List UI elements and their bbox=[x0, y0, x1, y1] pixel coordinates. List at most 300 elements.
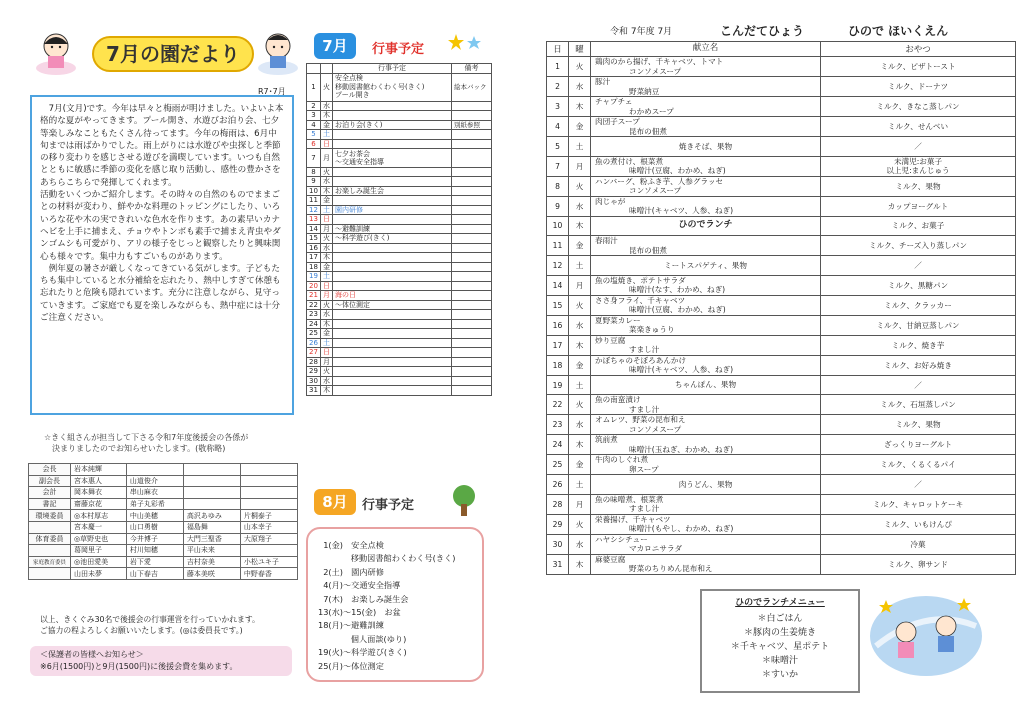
calendar-weekday: 日 bbox=[321, 215, 333, 225]
hikoboshi-doll-icon bbox=[256, 28, 300, 76]
committee-member: 弟子丸彩希 bbox=[126, 498, 183, 510]
menu-row bbox=[547, 117, 1016, 137]
menu-title: こんだてひょう bbox=[720, 24, 805, 38]
menu-row bbox=[547, 415, 1016, 435]
committee-after-text: 以上、きくぐみ30名で後援会の行事運営を行っていかれます。 ご協力の程よろしくお願いいたします。(◎は委員長です。) bbox=[40, 615, 260, 635]
july-events-table bbox=[306, 63, 492, 396]
calendar-day: 29 bbox=[307, 367, 321, 377]
calendar-note bbox=[452, 177, 492, 187]
calendar-day: 22 bbox=[307, 300, 321, 310]
calendar-note bbox=[452, 386, 492, 396]
calendar-row bbox=[307, 215, 492, 225]
pta-notice-text: ※6月(1500円)と9月(1500円)に後援会費を集めます。 bbox=[40, 662, 238, 671]
menu-dish bbox=[591, 554, 821, 574]
menu-row bbox=[547, 57, 1016, 77]
menu-snack: ミルク、せんべい bbox=[821, 117, 1016, 137]
menu-weekday: 水 bbox=[569, 196, 591, 216]
menu-snack: ミルク、くるくるパイ bbox=[821, 455, 1016, 475]
calendar-event bbox=[333, 101, 452, 111]
committee-row bbox=[29, 568, 298, 580]
committee-member: 山田未夢 bbox=[71, 568, 127, 580]
menu-dish bbox=[591, 236, 821, 256]
lunch-item: ＊すいか bbox=[761, 670, 798, 680]
calendar-event bbox=[333, 111, 452, 121]
committee-member bbox=[240, 464, 297, 476]
menu-school: ひので ほいくえん bbox=[848, 24, 949, 38]
calendar-note bbox=[452, 357, 492, 367]
committee-member bbox=[126, 464, 183, 476]
menu-weekday: 火 bbox=[569, 395, 591, 415]
menu-dish-side: すまし汁 bbox=[629, 504, 660, 514]
menu-table bbox=[546, 41, 1016, 575]
committee-member: 吉村奈美 bbox=[183, 556, 240, 568]
menu-row bbox=[547, 315, 1016, 335]
menu-dish-main: チャプチェ bbox=[595, 97, 633, 106]
august-event-item: 個人面談(ゆり) bbox=[318, 633, 407, 644]
menu-day: 7 bbox=[547, 156, 569, 176]
calendar-note bbox=[452, 367, 492, 377]
calendar-day: 21 bbox=[307, 291, 321, 301]
calendar-weekday: 金 bbox=[321, 120, 333, 130]
calendar-row bbox=[307, 186, 492, 196]
menu-dish-side: すまし汁 bbox=[629, 404, 660, 414]
committee-row bbox=[29, 510, 298, 522]
calendar-row bbox=[307, 73, 492, 101]
committee-table bbox=[28, 463, 298, 580]
menu-era: 令和 7年度 7月 bbox=[610, 27, 673, 37]
menu-weekday: 金 bbox=[569, 355, 591, 375]
calendar-weekday: 水 bbox=[321, 177, 333, 187]
calendar-day: 4 bbox=[307, 120, 321, 130]
calendar-row bbox=[307, 120, 492, 130]
menu-weekday: 水 bbox=[569, 415, 591, 435]
calendar-event bbox=[333, 215, 452, 225]
menu-day: 18 bbox=[547, 355, 569, 375]
calendar-weekday: 月 bbox=[321, 357, 333, 367]
calendar-day: 10 bbox=[307, 186, 321, 196]
calendar-day: 31 bbox=[307, 386, 321, 396]
menu-dish bbox=[591, 275, 821, 295]
committee-row bbox=[29, 498, 298, 510]
menu-dish bbox=[591, 395, 821, 415]
menu-row bbox=[547, 275, 1016, 295]
menu-dish-main: 魚の南蛮漬け bbox=[595, 395, 641, 405]
menu-snack: 冷菓 bbox=[821, 534, 1016, 554]
calendar-weekday: 土 bbox=[321, 205, 333, 215]
menu-dish bbox=[591, 176, 821, 196]
menu-dish-side: 味噌汁(もやし、わかめ、ねぎ) bbox=[629, 524, 734, 534]
lunch-item: ＊千キャベツ、星ポテト bbox=[730, 642, 830, 652]
calendar-note bbox=[452, 215, 492, 225]
menu-header-day: 日 bbox=[547, 42, 569, 57]
menu-snack: 未満児:お菓子 以上児:まんじゅう bbox=[821, 156, 1016, 176]
menu-row bbox=[547, 375, 1016, 395]
menu-dish-main: ハンバーグ、粉ふき芋、人参グラッセ bbox=[595, 176, 724, 186]
calendar-event bbox=[333, 319, 452, 329]
calendar-day: 18 bbox=[307, 262, 321, 272]
calendar-note bbox=[452, 205, 492, 215]
menu-day: 30 bbox=[547, 534, 569, 554]
august-event-item: 4(月)～交通安全指導 bbox=[318, 580, 401, 591]
calendar-day: 14 bbox=[307, 224, 321, 234]
committee-member bbox=[240, 498, 297, 510]
calendar-weekday: 木 bbox=[321, 253, 333, 263]
calendar-weekday: 木 bbox=[321, 386, 333, 396]
calendar-event bbox=[333, 272, 452, 282]
menu-weekday: 木 bbox=[569, 435, 591, 455]
calendar-note bbox=[452, 224, 492, 234]
tree-icon bbox=[450, 484, 478, 518]
calendar-row bbox=[307, 111, 492, 121]
menu-dish bbox=[591, 117, 821, 137]
menu-dish: 肉うどん、果物 bbox=[591, 475, 821, 495]
menu-snack: ミルク、チーズ入り蒸しパン bbox=[821, 236, 1016, 256]
menu-dish-main: ささ身フライ、千キャベツ bbox=[595, 295, 686, 305]
menu-snack: ／ bbox=[821, 256, 1016, 276]
menu-weekday: 水 bbox=[569, 77, 591, 97]
menu-dish-main: 春雨汁 bbox=[595, 236, 618, 246]
menu-weekday: 木 bbox=[569, 216, 591, 236]
calendar-row bbox=[307, 376, 492, 386]
menu-day: 2 bbox=[547, 77, 569, 97]
menu-day: 22 bbox=[547, 395, 569, 415]
calendar-row bbox=[307, 348, 492, 358]
menu-weekday: 火 bbox=[569, 176, 591, 196]
menu-dish bbox=[591, 494, 821, 514]
menu-snack: ミルク、キャロットケーキ bbox=[821, 494, 1016, 514]
menu-weekday: 土 bbox=[569, 137, 591, 157]
committee-member: 大門三聖香 bbox=[183, 533, 240, 545]
menu-dish-main: 牛肉のしぐれ煮 bbox=[595, 455, 649, 465]
menu-snack: ／ bbox=[821, 375, 1016, 395]
calendar-event: ～科学遊び(きく) bbox=[333, 234, 452, 244]
menu-row bbox=[547, 494, 1016, 514]
committee-member: 大原翔子 bbox=[240, 533, 297, 545]
calendar-event: ～避難訓練 bbox=[333, 224, 452, 234]
calendar-event bbox=[333, 386, 452, 396]
menu-dish-side: マカロニサラダ bbox=[629, 544, 683, 554]
menu-row bbox=[547, 534, 1016, 554]
menu-dish-main: かぼちゃのそぼろあんかけ bbox=[595, 355, 687, 365]
calendar-weekday: 火 bbox=[321, 300, 333, 310]
committee-member: 岡本舞衣 bbox=[71, 487, 127, 499]
committee-member: 今井博子 bbox=[126, 533, 183, 545]
calendar-row bbox=[307, 205, 492, 215]
intro-text-box bbox=[30, 95, 294, 415]
calendar-event: 七夕お茶会 ～交通安全指導 bbox=[333, 149, 452, 168]
menu-weekday: 月 bbox=[569, 275, 591, 295]
calendar-note bbox=[452, 139, 492, 149]
menu-dish bbox=[591, 415, 821, 435]
menu-dish bbox=[591, 435, 821, 455]
menu-row bbox=[547, 216, 1016, 236]
menu-day: 3 bbox=[547, 97, 569, 117]
calendar-note bbox=[452, 234, 492, 244]
committee-member bbox=[183, 498, 240, 510]
menu-row bbox=[547, 77, 1016, 97]
committee-role: 環境委員 bbox=[29, 510, 71, 522]
menu-dish-main: 肉団子スープ bbox=[595, 117, 640, 126]
menu-dish bbox=[591, 57, 821, 77]
menu-row bbox=[547, 435, 1016, 455]
menu-day: 23 bbox=[547, 415, 569, 435]
calendar-event bbox=[333, 329, 452, 339]
lunch-title: ひのでランチメニュー bbox=[735, 598, 825, 608]
committee-member: 山道俊介 bbox=[126, 475, 183, 487]
calendar-row bbox=[307, 262, 492, 272]
calendar-note bbox=[452, 186, 492, 196]
calendar-note bbox=[452, 348, 492, 358]
calendar-weekday: 月 bbox=[321, 224, 333, 234]
committee-member: 中野春香 bbox=[240, 568, 297, 580]
calendar-weekday: 水 bbox=[321, 101, 333, 111]
menu-dish-main: 鶏肉のから揚げ、千キャベツ、トマト bbox=[595, 57, 724, 66]
committee-row bbox=[29, 556, 298, 568]
calendar-note bbox=[452, 329, 492, 339]
calendar-event bbox=[333, 253, 452, 263]
menu-snack: ／ bbox=[821, 475, 1016, 495]
committee-member: 高沢あゆみ bbox=[183, 510, 240, 522]
menu-row bbox=[547, 97, 1016, 117]
committee-member bbox=[240, 487, 297, 499]
calendar-row bbox=[307, 177, 492, 187]
menu-dish-side: すまし汁 bbox=[629, 345, 660, 355]
calendar-weekday: 水 bbox=[321, 376, 333, 386]
committee-member: 藤本美咲 bbox=[183, 568, 240, 580]
menu-snack: ミルク、石垣蒸しパン bbox=[821, 395, 1016, 415]
menu-dish-side: 菜楽きゅうり bbox=[629, 325, 675, 335]
calendar-row bbox=[307, 224, 492, 234]
menu-snack: ／ bbox=[821, 137, 1016, 157]
menu-dish-side: 味噌汁(キャベツ、人参、ねぎ) bbox=[629, 206, 734, 216]
august-event-item: 1(金) 安全点検 bbox=[318, 540, 384, 550]
menu-snack: ミルク、甘納豆蒸しパン bbox=[821, 315, 1016, 335]
august-event-item: 7(木) お楽しみ誕生会 bbox=[318, 593, 409, 604]
calendar-weekday: 火 bbox=[321, 367, 333, 377]
menu-dish bbox=[591, 335, 821, 355]
committee-member: 小松ユキ子 bbox=[240, 556, 297, 568]
august-events-box bbox=[306, 527, 484, 682]
calendar-row bbox=[307, 253, 492, 263]
menu-row bbox=[547, 176, 1016, 196]
menu-row bbox=[547, 514, 1016, 534]
menu-dish bbox=[591, 77, 821, 97]
calendar-row bbox=[307, 101, 492, 111]
calendar-weekday: 日 bbox=[321, 348, 333, 358]
menu-snack: ミルク、果物 bbox=[821, 176, 1016, 196]
calendar-weekday: 水 bbox=[321, 243, 333, 253]
menu-dish bbox=[591, 295, 821, 315]
calendar-row bbox=[307, 130, 492, 140]
menu-day: 31 bbox=[547, 554, 569, 574]
menu-dish: ちゃんぽん、果物 bbox=[591, 375, 821, 395]
august-event-item: 25(月)～体位測定 bbox=[318, 660, 384, 671]
calendar-day: 12 bbox=[307, 205, 321, 215]
august-month-badge: 8月 bbox=[314, 489, 356, 515]
calendar-weekday: 日 bbox=[321, 281, 333, 291]
menu-row bbox=[547, 475, 1016, 495]
menu-row bbox=[547, 554, 1016, 574]
committee-member: ◎池田愛美 bbox=[71, 556, 127, 568]
calendar-weekday: 水 bbox=[321, 310, 333, 320]
menu-weekday: 火 bbox=[569, 295, 591, 315]
menu-dish: 焼きそば、果物 bbox=[591, 137, 821, 157]
committee-member bbox=[183, 487, 240, 499]
calendar-day: 26 bbox=[307, 338, 321, 348]
menu-day: 26 bbox=[547, 475, 569, 495]
menu-day: 17 bbox=[547, 335, 569, 355]
menu-dish bbox=[591, 315, 821, 335]
menu-weekday: 土 bbox=[569, 375, 591, 395]
calendar-row bbox=[307, 338, 492, 348]
hinode-lunch-box bbox=[700, 589, 860, 693]
menu-snack: ミルク、きなこ蒸しパン bbox=[821, 97, 1016, 117]
calendar-day: 19 bbox=[307, 272, 321, 282]
intro-text: 7月(文月)です。今年は早々と梅雨が明けました。いよいよ本格的な夏がやってきます。プール開き、水遊びお泊り会、七夕等楽しみなこともたくさん待ってます。今年の梅雨は、6月中旬までは雨ばかりでした。雨上がりには水遊びや虫探しと季節の移り変わりを感じさせる遊びを満喫しています。いつも自然とともに敏感に季節の変化を感じ取り活動し、感性の豊かさをあちらこちらで発揮してくれます。 活動をいくつかご紹介します。その時々の自然のものでままごとの材料が変わり、鮮やかな料理のトッピングにしたり、いろいろな花や木の実できれいな色水を作ります。あの素早いカナヘビを上手に捕まえ、チョウやトンボも素手で捕まえ青虫やダンゴムシも可愛がり、アリの様子をじっと観察したりと興味関心も様々です。集中力もすごいものがあります。 例年夏の暑さが厳しくなってきている気がします。子どもたちも集中していると水分補給を忘れたり、熱中しすぎて休憩も忘れたりと危険も隠れています。充分に注意しながら、見守っていきます。ご家庭でも夏を楽しみながらも、熱中症には十分ご注意ください。 bbox=[40, 104, 284, 324]
menu-snack: ミルク、卵サンド bbox=[821, 554, 1016, 574]
calendar-day: 25 bbox=[307, 329, 321, 339]
calendar-row bbox=[307, 196, 492, 206]
menu-dish bbox=[591, 156, 821, 176]
menu-snack: ミルク、いもけんぴ bbox=[821, 514, 1016, 534]
menu-row bbox=[547, 335, 1016, 355]
calendar-event bbox=[333, 139, 452, 149]
committee-member: 串山麻衣 bbox=[126, 487, 183, 499]
august-event-item: 19(火)～科学遊び(きく) bbox=[318, 647, 407, 658]
committee-role: 副会長 bbox=[29, 475, 71, 487]
committee-role: 書記 bbox=[29, 498, 71, 510]
menu-dish-side: 昆布の佃煮 bbox=[629, 126, 667, 136]
calendar-note bbox=[452, 149, 492, 168]
menu-dish bbox=[591, 97, 821, 117]
committee-notice: ☆きく組さんが担当して下さる令和7年度後援会の各係が 決まりましたのでお知らせいたします。(敬称略) bbox=[44, 433, 249, 453]
menu-weekday: 木 bbox=[569, 97, 591, 117]
committee-member: ◎草野史也 bbox=[71, 533, 127, 545]
committee-member bbox=[183, 464, 240, 476]
august-events-title: 行事予定 bbox=[362, 498, 415, 513]
committee-member: 宮本慶一 bbox=[71, 521, 127, 533]
calendar-note bbox=[452, 243, 492, 253]
calendar-event bbox=[333, 310, 452, 320]
calendar-note bbox=[452, 338, 492, 348]
menu-dish-side: 味噌汁(なす、わかめ、ねぎ) bbox=[629, 285, 726, 295]
calendar-weekday: 火 bbox=[321, 234, 333, 244]
menu-dish-main: 麻婆豆腐 bbox=[595, 554, 626, 564]
calendar-day: 23 bbox=[307, 310, 321, 320]
committee-row bbox=[29, 464, 298, 476]
calendar-day: 28 bbox=[307, 357, 321, 367]
calendar-event bbox=[333, 376, 452, 386]
lunch-item: ＊味噌汁 bbox=[761, 656, 798, 666]
menu-row bbox=[547, 236, 1016, 256]
menu-dish-side: 味噌汁(キャベツ、人参、ねぎ) bbox=[629, 365, 734, 375]
menu-snack: ミルク、お菓子 bbox=[821, 216, 1016, 236]
menu-dish-side: 味噌汁(玉ねぎ、わかめ、ねぎ) bbox=[629, 444, 734, 454]
calendar-day: 30 bbox=[307, 376, 321, 386]
menu-dish-main: 魚の塩焼き、ポテトサラダ bbox=[595, 275, 686, 285]
calendar-event: お楽しみ誕生会 bbox=[333, 186, 452, 196]
menu-dish-main: オムレツ、野菜の昆布和え bbox=[595, 415, 686, 425]
lunch-item: ＊豚肉の生姜焼き bbox=[743, 628, 816, 638]
menu-weekday: 金 bbox=[569, 117, 591, 137]
committee-role: 会長 bbox=[29, 464, 71, 476]
committee-member: 片桐泰子 bbox=[240, 510, 297, 522]
committee-member: 平山未来 bbox=[183, 545, 240, 557]
menu-row bbox=[547, 355, 1016, 375]
committee-member: 岩本純輝 bbox=[71, 464, 127, 476]
committee-member bbox=[183, 475, 240, 487]
calendar-weekday: 日 bbox=[321, 139, 333, 149]
menu-header-weekday: 曜 bbox=[569, 42, 591, 57]
committee-member: 葛岡里子 bbox=[71, 545, 127, 557]
calendar-event bbox=[333, 167, 452, 177]
menu-day: 25 bbox=[547, 455, 569, 475]
calendar-weekday: 金 bbox=[321, 262, 333, 272]
calendar-note bbox=[452, 130, 492, 140]
menu-day: 28 bbox=[547, 494, 569, 514]
calendar-day: 16 bbox=[307, 243, 321, 253]
calendar-day: 3 bbox=[307, 111, 321, 121]
calendar-row bbox=[307, 386, 492, 396]
menu-header bbox=[610, 24, 1022, 37]
menu-dish-main: 魚の味噌煮、根菜煮 bbox=[595, 494, 664, 504]
menu-dish: ひのでランチ bbox=[591, 216, 821, 236]
menu-day: 9 bbox=[547, 196, 569, 216]
menu-weekday: 月 bbox=[569, 494, 591, 514]
header-event: 行事予定 bbox=[333, 64, 452, 74]
committee-member: 山口勇樹 bbox=[126, 521, 183, 533]
lunch-item: ＊白ごはん bbox=[757, 614, 803, 624]
committee-row bbox=[29, 545, 298, 557]
calendar-note bbox=[452, 272, 492, 282]
calendar-weekday: 火 bbox=[321, 73, 333, 101]
calendar-weekday: 月 bbox=[321, 149, 333, 168]
committee-member: 岩下愛 bbox=[126, 556, 183, 568]
calendar-note bbox=[452, 167, 492, 177]
calendar-day: 1 bbox=[307, 73, 321, 101]
menu-dish-side: コンソメスープ bbox=[629, 424, 682, 434]
newsletter-title: 7月の園だより bbox=[92, 36, 254, 72]
calendar-note bbox=[452, 310, 492, 320]
calendar-note: 絵本バック bbox=[452, 73, 492, 101]
menu-row bbox=[547, 256, 1016, 276]
calendar-note: 別紙参照 bbox=[452, 120, 492, 130]
menu-header-snack: おやつ bbox=[821, 42, 1016, 57]
august-event-item: 18(月)～避難訓練 bbox=[318, 620, 384, 631]
committee-row bbox=[29, 487, 298, 499]
menu-weekday: 土 bbox=[569, 256, 591, 276]
menu-dish-main: 栄養揚げ、千キャベツ bbox=[595, 514, 671, 524]
committee-member: 山下春吉 bbox=[126, 568, 183, 580]
calendar-event bbox=[333, 243, 452, 253]
menu-day: 24 bbox=[547, 435, 569, 455]
committee-member bbox=[240, 545, 297, 557]
calendar-note bbox=[452, 376, 492, 386]
tanabata-illustration-icon bbox=[866, 586, 984, 678]
menu-day: 12 bbox=[547, 256, 569, 276]
calendar-row bbox=[307, 310, 492, 320]
calendar-note bbox=[452, 111, 492, 121]
menu-row bbox=[547, 196, 1016, 216]
menu-snack: ミルク、ピザトースト bbox=[821, 57, 1016, 77]
committee-role bbox=[29, 521, 71, 533]
calendar-event bbox=[333, 338, 452, 348]
menu-dish bbox=[591, 196, 821, 216]
calendar-note bbox=[452, 253, 492, 263]
calendar-event: お泊り会(きく) bbox=[333, 120, 452, 130]
menu-header-dish: 献立名 bbox=[591, 42, 821, 57]
calendar-weekday: 火 bbox=[321, 167, 333, 177]
